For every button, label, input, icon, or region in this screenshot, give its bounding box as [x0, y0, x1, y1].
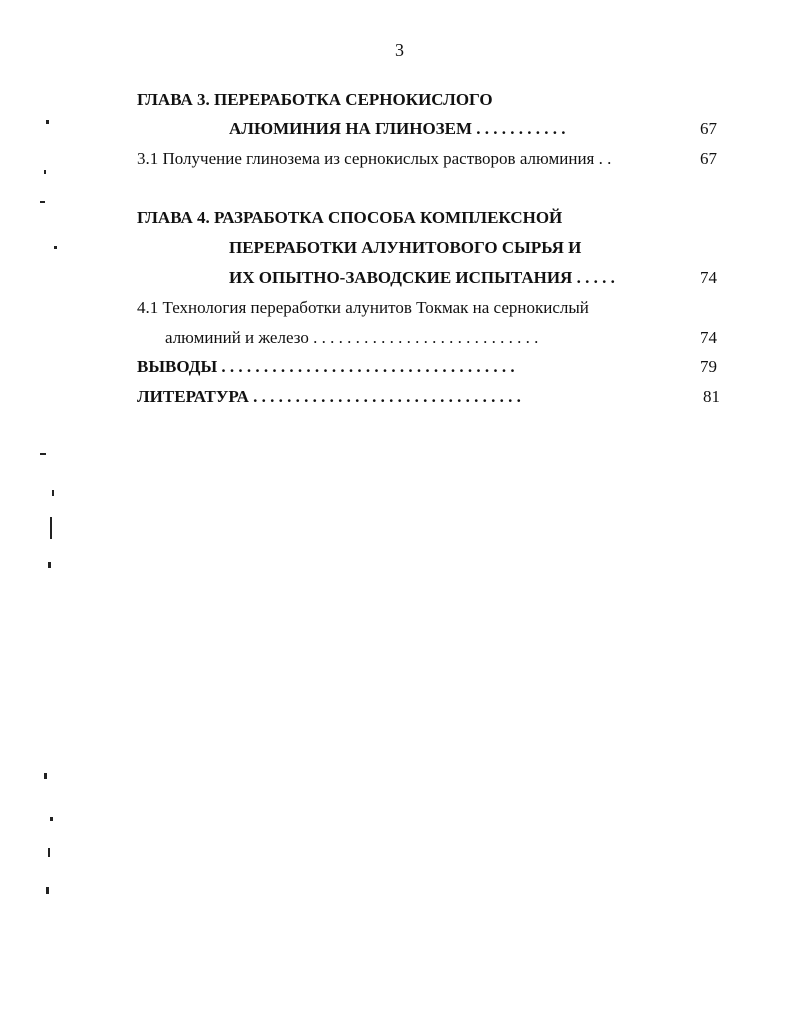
chapter-3-title-line2: АЛЮМИНИЯ НА ГЛИНОЗЕМ . . . . . . . . . . . [229, 119, 566, 138]
chapter-4-page: 74 [700, 268, 717, 287]
conclusions-entry: ВЫВОДЫ . . . . . . . . . . . . . . . . . . . . . . . . . . . . . . . . . . . [137, 357, 515, 376]
section-4-1-line1: 4.1 Технология переработки алунитов Токмак на сернокислый [137, 298, 589, 317]
section-3-1-page: 67 [700, 149, 717, 168]
chapter-3-title-line1: ГЛАВА 3. ПЕРЕРАБОТКА СЕРНОКИСЛОГО [137, 90, 493, 109]
section-4-1-page: 74 [700, 328, 717, 347]
literature-entry: ЛИТЕРАТУРА . . . . . . . . . . . . . . . . . . . . . . . . . . . . . . . . [137, 387, 521, 406]
page-number: 3 [395, 40, 404, 60]
chapter-4-title-line2: ПЕРЕРАБОТКИ АЛУНИТОВОГО СЫРЬЯ И [229, 238, 582, 257]
conclusions-page: 79 [700, 357, 717, 376]
chapter-3-page: 67 [700, 119, 717, 138]
literature-page: 81 [703, 387, 720, 406]
section-3-1-entry: 3.1 Получение глинозема из сернокислых растворов алюминия . . [137, 149, 612, 168]
chapter-4-title-line3: ИХ ОПЫТНО-ЗАВОДСКИЕ ИСПЫТАНИЯ . . . . . [229, 268, 615, 287]
section-4-1-line2: алюминий и железо . . . . . . . . . . . . . . . . . . . . . . . . . . . [165, 328, 539, 347]
chapter-4-title-line1: ГЛАВА 4. РАЗРАБОТКА СПОСОБА КОМПЛЕКСНОЙ [137, 208, 563, 227]
